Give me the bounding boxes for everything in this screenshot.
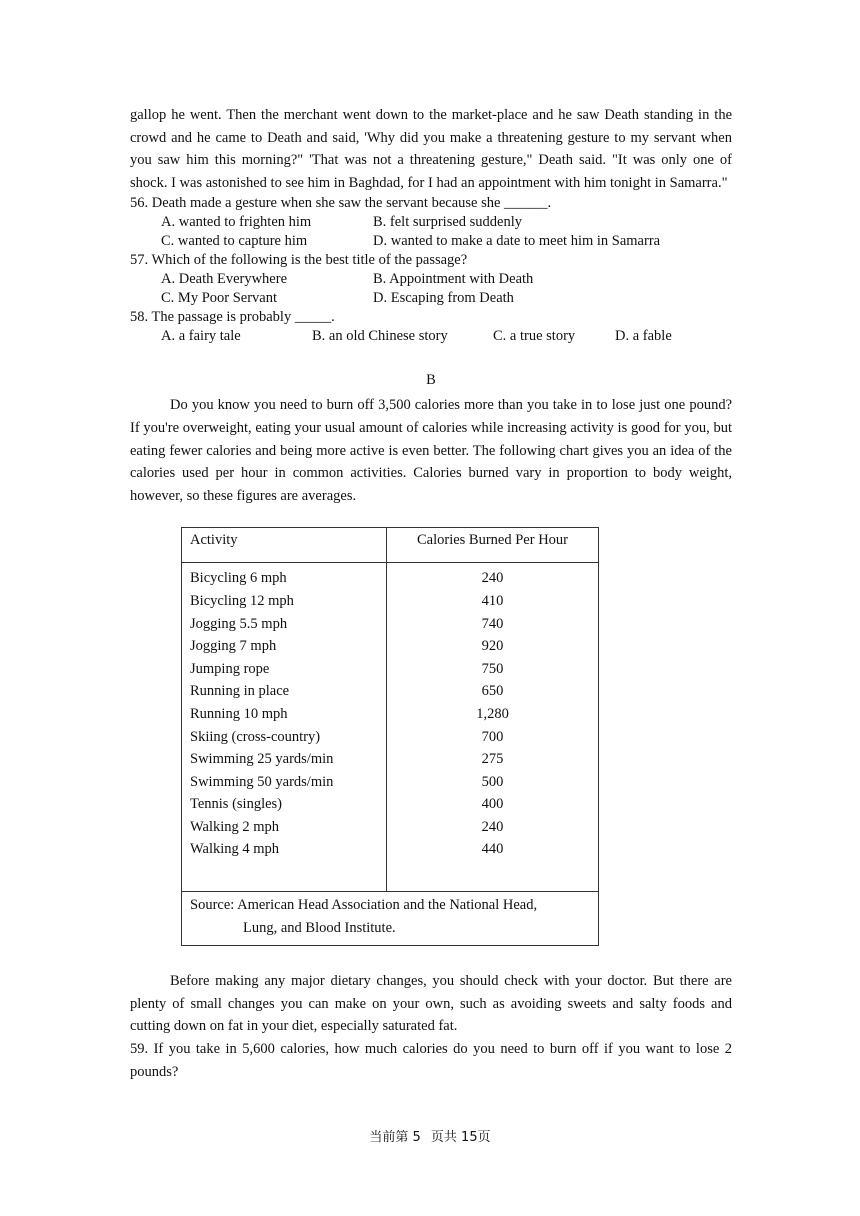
activity-cell: Swimming 50 yards/min [190,773,334,790]
option-d: D. a fable [615,328,672,345]
table-body-row [182,563,599,892]
calories-cell: 740 [481,615,504,632]
options [130,270,732,308]
calories-cell: 440 [481,841,504,858]
activity-cell: Bicycling 6 mph [190,570,287,587]
activity-cell: Jogging 7 mph [190,638,277,655]
option-b: B. felt surprised suddenly [373,214,523,231]
page-footer [0,1126,860,1145]
activity-cell: Jogging 5.5 mph [190,615,288,632]
table-source [182,892,599,946]
activity-cell: Tennis (singles) [190,796,283,813]
activity-cell: Bicycling 12 mph [190,592,294,609]
option-c: C. wanted to capture him [161,233,308,250]
table-source-row [182,892,599,946]
activity-cell: Swimming 25 yards/min [190,751,334,768]
question-stem: 56. Death made a gesture when she saw the servant because she ______. [130,195,552,212]
calories-cell: 1,280 [476,705,509,722]
table-header-row [182,528,599,563]
footer-page-total: 页共 15页 [430,1130,491,1145]
passage-a-tail: gallop he went. Then the merchant went down to the market-place and he saw Death standing in the crowd and he came to Death and said, 'Why did you make a threatening gesture to my servant when you saw him this morning?" 'That was not a threatening gesture," Death said. "It was only one of shock. I was astonished to see him in Baghdad, for I had an appointment with him tonight in Samarra." [130,107,732,191]
calories-cell: 240 [481,570,504,587]
option-a: A. Death Everywhere [161,271,288,288]
calories-cell: 275 [481,751,504,768]
section-b-heading: B [426,372,436,389]
column-header-activity: Activity [182,528,387,563]
footer-page-current: 当前第 5 [369,1130,421,1145]
calories-table [181,527,599,946]
calories-cell: 400 [481,796,504,813]
calories-cell: 920 [481,638,504,655]
option-a: A. a fairy tale [161,328,241,345]
section-b-after: Before making any major dietary changes, you should check with your doctor. But there are plenty of small changes you can make on your own, such as avoiding sweets and salty foods and cutting down on fat in your diet, especially saturated fat. [130,973,732,1035]
calories-cell: 750 [481,660,504,677]
document-page [130,104,732,1083]
source-line-2: Lung, and Blood Institute. [243,919,396,936]
source-line-1: Source: American Head Association and the National Head, [190,897,538,914]
question-stem: 58. The passage is probably _____. [130,309,335,326]
activity-cell: Jumping rope [190,660,270,677]
options [130,327,732,346]
activity-cell: Walking 4 mph [190,841,280,858]
option-b: B. an old Chinese story [312,328,448,345]
option-c: C. My Poor Servant [161,290,277,307]
option-c: C. a true story [493,328,576,345]
calories-cell: 410 [481,592,504,609]
option-a: A. wanted to frighten him [161,214,312,231]
column-header-calories: Calories Burned Per Hour [387,528,599,563]
question-57 [130,251,732,308]
activity-cell: Skiing (cross-country) [190,728,321,745]
question-59: 59. If you take in 5,600 calories, how much calories do you need to burn off if you want to lose 2 pounds? [130,1041,732,1080]
calories-cell: 240 [481,818,504,835]
option-b: B. Appointment with Death [373,271,534,288]
option-d: D. Escaping from Death [373,290,514,307]
option-d: D. wanted to make a date to meet him in Samarra [373,233,661,250]
options [130,213,732,251]
calories-cell: 650 [481,683,504,700]
activity-cell: Walking 2 mph [190,818,280,835]
question-56 [130,194,732,251]
activity-column [182,563,387,892]
activity-cell: Running 10 mph [190,705,288,722]
activity-cell: Running in place [190,683,290,700]
calories-column [387,563,599,892]
calories-cell: 500 [481,773,504,790]
section-b-intro: Do you know you need to burn off 3,500 calories more than you take in to lose just one pound? If you're overweight, eating your usual amount of calories while increasing activity is good for you, but eating fewer calories and being more active is even better. The following chart gives you an idea of the calories used per hour in common activities. Calories burned vary in proportion to body weight, however, so these figures are averages. [130,397,732,504]
question-58 [130,308,732,346]
question-stem: 57. Which of the following is the best title of the passage? [130,252,468,269]
calories-cell: 700 [481,728,504,745]
